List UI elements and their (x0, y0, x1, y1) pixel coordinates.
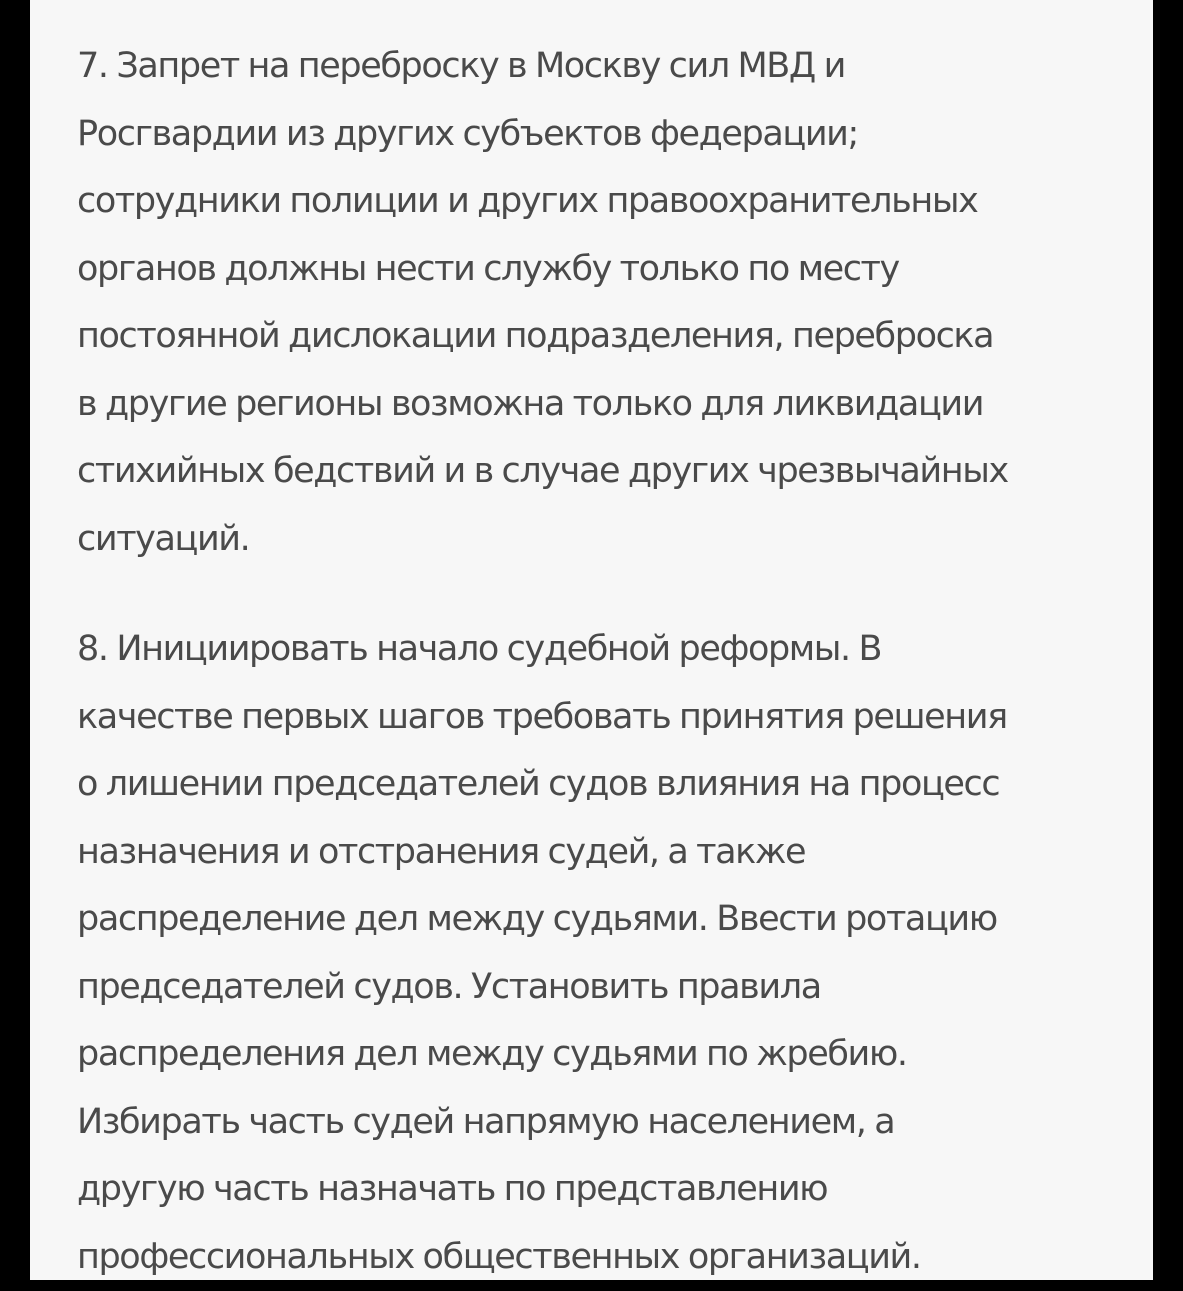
text-line: качестве первых шагов требовать принятия решения (77, 684, 1123, 752)
text-line: председателей судов. Установить правила (77, 954, 1123, 1022)
text-line: в другие регионы возможна только для ликвидации (77, 371, 1123, 439)
text-line: другую часть назначать по представлению (77, 1156, 1123, 1224)
paragraph-item-8 (77, 616, 1123, 1291)
text-line: профессиональных общественных организаций. (77, 1224, 1123, 1291)
text-line: распределение дел между судьями. Ввести ротацию (77, 886, 1123, 954)
text-line: сотрудники полиции и других правоохранительных (77, 168, 1123, 236)
text-line: органов должны нести службу только по месту (77, 236, 1123, 304)
text-line: постоянной дислокации подразделения, переброска (77, 303, 1123, 371)
text-line: назначения и отстранения судей, а также (77, 819, 1123, 887)
text-line: распределения дел между судьями по жребию. (77, 1021, 1123, 1089)
text-line: 7. Запрет на переброску в Москву сил МВД и (77, 33, 1123, 101)
text-line: 8. Инициировать начало судебной реформы. В (77, 616, 1123, 684)
text-line: Росгвардии из других субъектов федерации; (77, 101, 1123, 169)
text-line: о лишении председателей судов влияния на процесс (77, 751, 1123, 819)
paragraph-item-7 (77, 33, 1123, 573)
text-line: Избирать часть судей напрямую населением, а (77, 1089, 1123, 1157)
text-line: ситуаций. (77, 506, 1123, 574)
document-page (30, 0, 1153, 1280)
text-line: стихийных бедствий и в случае других чрезвычайных (77, 438, 1123, 506)
